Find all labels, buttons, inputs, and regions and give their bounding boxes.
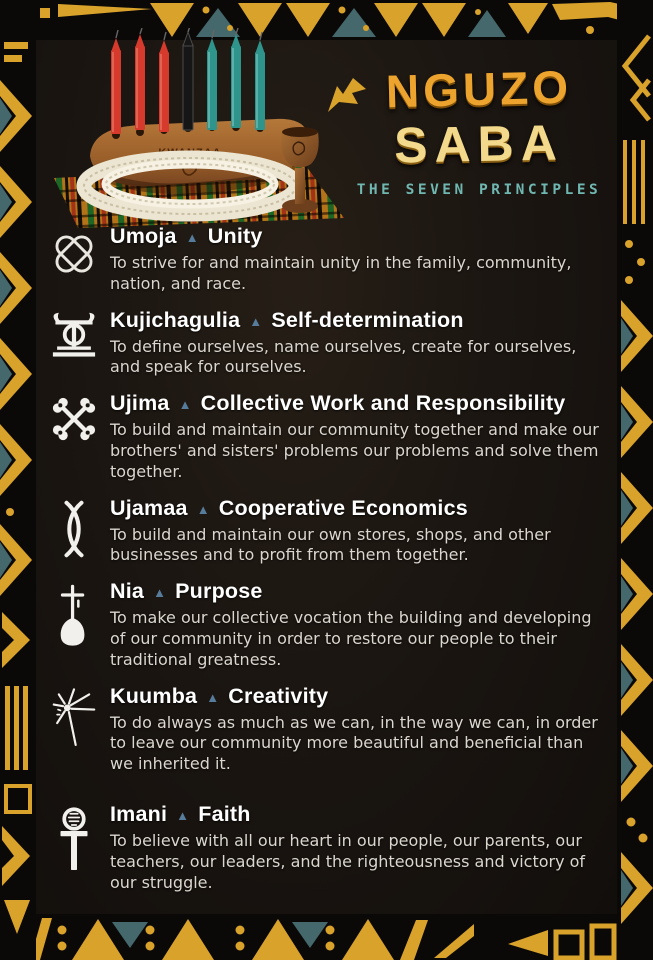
principle-heading	[110, 684, 620, 709]
crossed-crescents-icon	[42, 496, 106, 560]
triangle-separator-icon: ▲	[185, 230, 199, 245]
principle-row-umoja	[42, 224, 620, 295]
poster-subtitle: THE SEVEN PRINCIPLES	[356, 181, 602, 198]
starburst-icon	[42, 684, 106, 750]
principle-name: Umoja	[110, 224, 177, 248]
principle-name: Ujamaa	[110, 495, 188, 520]
principle-heading	[110, 308, 620, 333]
principle-row-ujamaa	[42, 496, 620, 567]
ankh-icon	[42, 802, 106, 876]
horned-stool-icon	[42, 308, 106, 366]
triangle-separator-icon: ▲	[196, 501, 210, 517]
kinara-label: KWANZAA	[158, 147, 222, 159]
principle-english: Collective Work and Responsibility	[200, 391, 566, 416]
candles-image	[111, 28, 265, 134]
principle-description: To make our collective vocation the building and developing of our community in order to restore our people to their traditional greatness.	[110, 608, 592, 669]
triangle-separator-icon: ▲	[249, 313, 263, 329]
principle-name: Nia	[110, 579, 145, 604]
principle-heading	[110, 224, 620, 249]
principle-name: Kujichagulia	[110, 307, 241, 332]
principle-name: Kuumba	[110, 683, 198, 708]
principle-description: To build and maintain our own stores, shops, and other businesses and to profit from them together.	[110, 524, 551, 565]
principle-description: To do always as much as we can, in the way we can, in order to leave our community more beautiful and beneficial than we inherited it.	[110, 712, 598, 774]
principles-list	[42, 224, 620, 906]
plumb-cross-icon	[42, 579, 106, 655]
principle-heading	[110, 496, 620, 521]
principle-description: To strive for and maintain unity in the family, community, nation, and race.	[110, 253, 572, 293]
title-block	[338, 60, 620, 198]
principle-english: Faith	[198, 801, 251, 826]
principle-row-nia	[42, 579, 620, 670]
principle-heading	[110, 391, 620, 416]
principle-description: To define ourselves, name ourselves, create for ourselves, and speak for ourselves.	[110, 336, 577, 377]
principle-description: To build and maintain our community together and make our brothers' and sisters' problems our problems and solve them together.	[110, 420, 599, 481]
border-pattern-right	[617, 0, 653, 960]
poster-title-line2: SABA	[393, 114, 565, 174]
principle-row-kujichagulia	[42, 308, 620, 379]
poster-title-line1: NGUZO	[385, 60, 573, 118]
principle-english: Cooperative Economics	[218, 495, 468, 520]
principle-description: To believe with all our heart in our people, our parents, our teachers, our leaders, and the righteousness and victory of our struggle.	[110, 830, 586, 892]
kwanzaa-photo	[38, 28, 360, 230]
triangle-separator-icon: ▲	[178, 397, 192, 413]
principle-row-imani	[42, 802, 620, 893]
border-pattern-left	[0, 0, 36, 960]
principle-row-ujima	[42, 391, 620, 482]
border-pattern-bottom	[0, 914, 653, 960]
principle-english: Creativity	[228, 683, 329, 708]
triangle-separator-icon: ▲	[176, 807, 190, 823]
crossed-clubs-icon	[42, 391, 106, 445]
triangle-separator-icon: ▲	[206, 689, 220, 705]
principle-english: Self-determination	[271, 307, 464, 332]
principle-name: Ujima	[110, 391, 170, 416]
principle-heading	[110, 802, 620, 827]
triangle-separator-icon: ▲	[153, 585, 167, 601]
principle-english: Unity	[207, 224, 263, 248]
principle-heading	[110, 579, 620, 604]
unity-knot-icon	[42, 224, 106, 282]
principle-row-kuumba	[42, 684, 620, 775]
principle-name: Imani	[110, 801, 168, 826]
principle-english: Purpose	[175, 579, 263, 604]
